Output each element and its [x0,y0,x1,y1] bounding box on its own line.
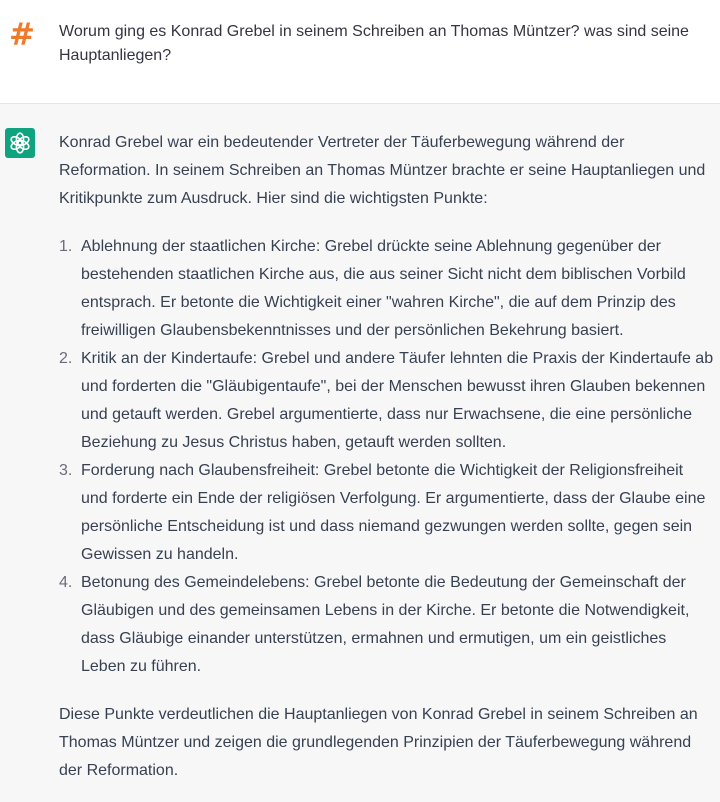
assistant-intro: Konrad Grebel war ein bedeutender Vertreter der Täuferbewegung während der Reformation. In seinem Schreiben an Thomas Müntzer brachte er seine Hauptanliegen und Kritikpunkte zum Ausdruck. Hier sind die wichtigsten Punkte: [59,134,706,207]
list-item [59,569,714,681]
list-item-number: 4. [59,574,73,591]
list-item [59,457,714,569]
list-item-text: Betonung des Gemeindelebens: Grebel betonte die Bedeutung der Gemeinschaft der Gläubigen und des gemeinsamen Lebens in der Kirche. Er betonte die Notwendigkeit, dass Gläubige einander unterstützen, ermahnen und ermutigen, um ein geistliches Leben zu führen. [81,574,690,675]
assistant-message-body [59,129,714,785]
assistant-conclusion: Diese Punkte verdeutlichen die Hauptanliegen von Konrad Grebel in seinem Schreiben an Thomas Müntzer und zeigen die grundlegenden Prinzipien der Täuferbewegung während der Reformation. [59,706,698,779]
assistant-avatar [5,128,35,158]
list-item-text: Kritik an der Kindertaufe: Grebel und andere Täufer lehnten die Praxis der Kindertaufe ab und forderten die "Gläubigentaufe", bei der Menschen bewusst ihren Glauben bekennen und getauft werden. Grebel argumentierte, dass nur Erwachsene, die eine persönliche Beziehung zu Jesus Christus haben, getauft werden sollten. [81,350,714,451]
user-message-text: Worum ging es Konrad Grebel in seinem Schreiben an Thomas Müntzer? was sind seine Hauptanliegen? [59,23,689,64]
list-item-number: 2. [59,350,73,367]
user-avatar: # [9,17,35,53]
list-item-number: 1. [59,238,73,255]
points-list [59,233,714,681]
list-item-text: Forderung nach Glaubensfreiheit: Grebel betonte die Wichtigkeit der Religionsfreiheit und forderte ein Ende der religiösen Verfolgung. Er argumentierte, dass der Glaube eine persönliche Entscheidung ist und dass niemand gezwungen werden sollte, gegen sein Gewissen zu handeln. [81,462,706,563]
list-item [59,345,714,457]
user-message [0,0,720,104]
list-item-text: Ablehnung der staatlichen Kirche: Grebel drückte seine Ablehnung gegenüber der bestehenden staatlichen Kirche aus, die aus seiner Sicht nicht dem biblischen Vorbild entsprach. Er betonte die Wichtigkeit einer "wahren Kirche", die auf dem Prinzip des freiwilligen Glaubensbekenntnisses und der persönlichen Bekehrung basiert. [81,238,686,339]
openai-logo-icon [9,132,31,154]
list-item-number: 3. [59,462,73,479]
assistant-message [0,104,720,802]
list-item [59,233,714,345]
